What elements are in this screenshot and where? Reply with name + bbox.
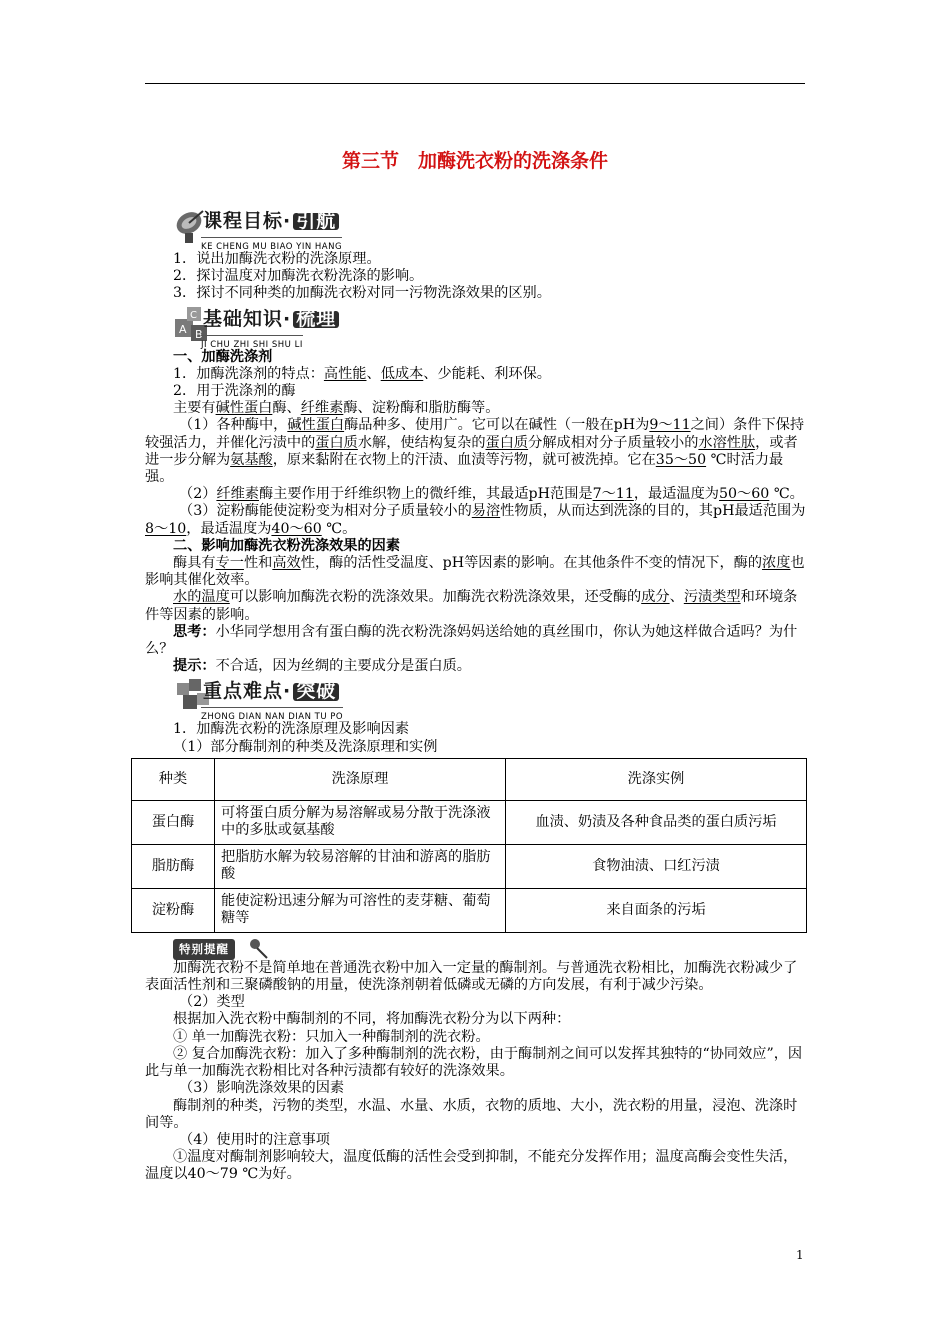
paragraph: 2．用于洗涤剂的酶 xyxy=(173,383,296,400)
paragraph: （2）类型 xyxy=(179,994,245,1011)
document-body xyxy=(145,205,807,1184)
banner-pinyin: JI CHU ZHI SHI SHU LI xyxy=(201,335,303,354)
paragraph: （1）部分酶制剂的种类及洗涤原理和实例 xyxy=(173,738,438,755)
table-header-row xyxy=(132,758,807,800)
paragraph: ①温度对酶制剂影响较大，温度低酶的活性会受到抑制，不能充分发挥作用；温度高酶会变性失活，温度以40～79 ℃为好。 xyxy=(145,1149,798,1183)
page-title: 第三节 加酶洗衣粉的洗涤条件 xyxy=(341,150,608,172)
banner-title: 重点难点· 突破 xyxy=(203,683,339,700)
table-cell: 来自面条的污垢 xyxy=(506,888,807,932)
paragraph: 主要有碱性蛋白酶、纤维素酶、淀粉酶和脂肪酶等。 xyxy=(173,400,500,417)
paragraph: 根据加入洗衣粉中酶制剂的不同，将加酶洗衣粉分为以下两种： xyxy=(173,1011,571,1028)
banner-pinyin: ZHONG DIAN NAN DIAN TU PO xyxy=(201,707,343,726)
paragraph: （3）影响洗涤效果的因素 xyxy=(179,1080,345,1097)
svg-text:B: B xyxy=(195,327,203,341)
table-header-cell: 种类 xyxy=(132,758,215,800)
paragraph: （4）使用时的注意事项 xyxy=(179,1131,330,1148)
table-cell: 把脂肪水解为较易溶解的甘油和游离的脂肪酸 xyxy=(215,844,506,888)
svg-text:A: A xyxy=(179,322,187,336)
paragraph: 酶具有专一性和高效性，酶的活性受温度、pH等因素的影响。在其他条件不变的情况下，酶的浓度也影响其催化效率。 xyxy=(145,555,805,589)
banner-title: 课程目标· 引航 xyxy=(203,213,339,230)
paragraph: 1．加酶洗衣粉的洗涤原理及影响因素 xyxy=(173,721,410,738)
table-cell: 食物油渍、口红污渍 xyxy=(506,844,807,888)
banner-title: 基础知识· 梳理 xyxy=(203,311,339,328)
header-rule xyxy=(145,83,805,84)
table-header-cell: 洗涤原理 xyxy=(215,758,506,800)
banner-key-points xyxy=(173,675,807,721)
table-cell: 能使淀粉迅速分解为可溶性的麦芽糖、葡萄糖等 xyxy=(215,888,506,932)
paragraph: （1）各种酶中，碱性蛋白酶品种多、使用广。它可以在碱性（一般在pH为9～11之间）条件下保持较强活力，并催化污渍中的蛋白质水解，使结构复杂的蛋白质分解成相对分子质量较小的水溶性肽，或者进一步分解为氨基酸，原来黏附在衣物上的汗渍、血渍等污物，就可被洗掉。它在35～50 ℃时活力最强。 xyxy=(145,417,805,486)
goal-item: 2．探讨温度对加酶洗衣粉洗涤的影响。 xyxy=(173,268,424,285)
think-question: 思考：小华同学想用含有蛋白酶的洗衣粉洗涤妈妈送给她的真丝围巾，你认为她这样做合适吗？为什么？ xyxy=(145,623,798,658)
table-row xyxy=(132,888,807,932)
paragraph: 加酶洗衣粉不是简单地在普通洗衣粉中加入一定量的酶制剂。与普通洗衣粉相比，加酶洗衣粉减少了表面活性剂和三聚磷酸钠的用量，使洗涤剂朝着低磷或无磷的方向发展，有利于减少污染。 xyxy=(145,959,798,994)
banner-course-goals xyxy=(173,205,807,251)
tip-label: 特别提醒 xyxy=(173,939,235,960)
svg-text:C: C xyxy=(190,309,197,321)
paragraph: ② 复合加酶洗衣粉：加入了多种酶制剂的洗衣粉，由于酶制剂之间可以发挥其独特的“协同效应”，因此与单一加酶洗衣粉相比对各种污渍都有较好的洗涤效果。 xyxy=(145,1045,803,1080)
paragraph: 水的温度可以影响加酶洗衣粉的洗涤效果。加酶洗衣粉洗涤效果，还受酶的成分、污渍类型和环境条件等因素的影响。 xyxy=(145,589,798,623)
table-cell: 可将蛋白质分解为易溶解或易分散于洗涤液中的多肽或氨基酸 xyxy=(215,800,506,844)
banner-basic-knowledge xyxy=(173,303,807,349)
table-cell: 血渍、奶渍及各种食品类的蛋白质污垢 xyxy=(506,800,807,844)
hint-answer: 提示：不合适，因为丝绸的主要成分是蛋白质。 xyxy=(173,658,471,675)
paragraph: （3）淀粉酶能使淀粉变为相对分子质量较小的易溶性物质，从而达到洗涤的目的，其pH最适范围为8～10，最适温度为40～60 ℃。 xyxy=(145,503,806,537)
banner-pinyin: KE CHENG MU BIAO YIN HANG xyxy=(201,237,342,256)
paragraph: 酶制剂的种类，污物的类型，水温、水量、水质，衣物的质地、大小，洗衣粉的用量，浸泡、洗涤时间等。 xyxy=(145,1097,798,1131)
table-cell: 脂肪酶 xyxy=(132,844,215,888)
special-reminder-tag xyxy=(173,936,807,960)
table-row xyxy=(132,844,807,888)
table-row xyxy=(132,800,807,844)
page-number: 1 xyxy=(796,1248,804,1262)
table-cell: 淀粉酶 xyxy=(132,888,215,932)
table-header-cell: 洗涤实例 xyxy=(506,758,807,800)
enzyme-table xyxy=(131,758,807,933)
section-heading: 二、影响加酶洗衣粉洗涤效果的因素 xyxy=(173,537,401,554)
paragraph: ① 单一加酶洗衣粉：只加入一种酶制剂的洗衣粉。 xyxy=(173,1028,490,1045)
goal-item: 1．说出加酶洗衣粉的洗涤原理。 xyxy=(173,251,381,267)
pin-icon xyxy=(245,936,273,960)
section-heading: 一、加酶洗涤剂 xyxy=(173,348,273,365)
table-cell: 蛋白酶 xyxy=(132,800,215,844)
paragraph: 1．加酶洗涤剂的特点：高性能、低成本、少能耗、利环保。 xyxy=(173,365,551,382)
goal-item: 3．探讨不同种类的加酶洗衣粉对同一污物洗涤效果的区别。 xyxy=(173,285,551,302)
paragraph: （2）纤维素酶主要作用于纤维织物上的微纤维，其最适pH范围是7～11，最适温度为50～60 ℃。 xyxy=(179,486,804,503)
